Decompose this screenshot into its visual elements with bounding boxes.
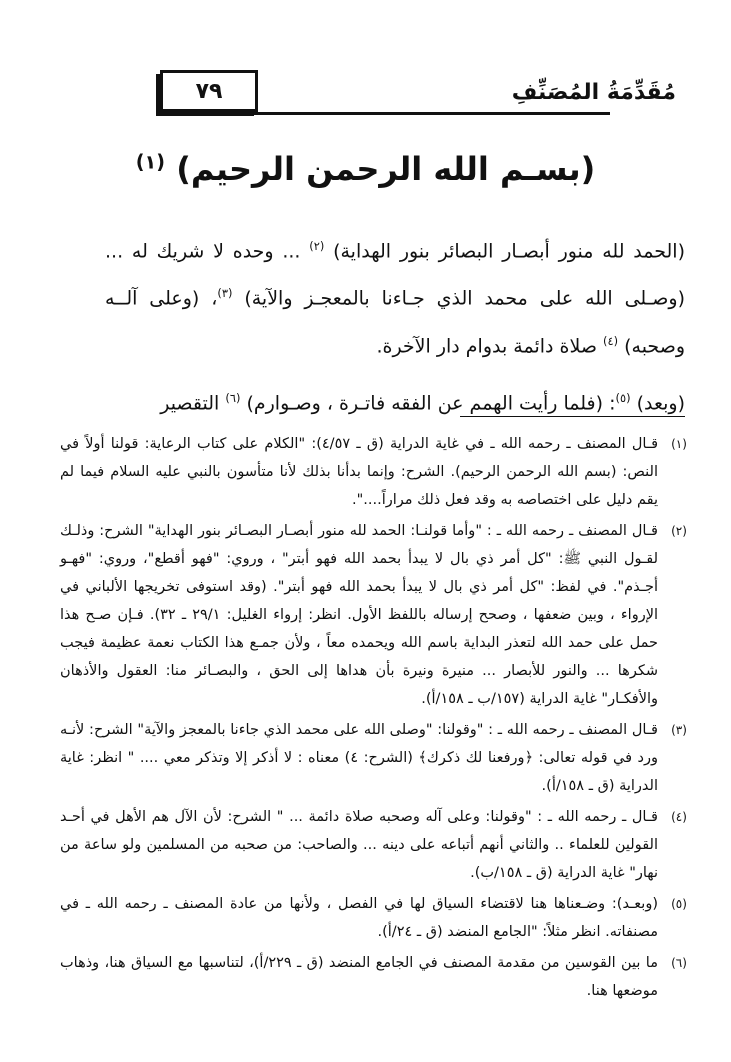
footnote-ref-4: (٤) — [603, 333, 619, 348]
footnote-ref-3: (٣) — [217, 286, 233, 301]
footnote-ref-5: (٥) — [615, 390, 631, 405]
footnotes — [60, 430, 700, 1008]
basmala-heading — [0, 150, 731, 188]
paragraph-1 — [105, 225, 685, 367]
footnote — [60, 716, 700, 800]
p2-segment-3: التقصير — [160, 392, 220, 415]
footnote-number: (٣) — [671, 723, 687, 737]
footnote-text: (وبعـد): وضـعناها هنا لاقتضاء السياق لها في الفصل ، ولأنها من عادة المصنف ـ رحمه الله ـ في مصنفاته. انظر مثلاً: "الجامع المنضد (ق ـ ٢٤/أ). — [60, 896, 658, 940]
footnote-number: (٢) — [671, 524, 687, 538]
paragraph-2 — [105, 377, 685, 424]
basmala-text: (بسـم الله الرحمن الرحيم) — [176, 150, 596, 188]
main-text — [105, 225, 685, 424]
footnote-text: قـال ـ رحمه الله ـ : "وقولنا: وعلى آله وصحبه صلاة دائمة ... " الشرح: لأن الآل هم الأهل في أحـد القولين للعلماء .. والثاني أنهم أتباعه على دينه ... والصاحب: من صحبه من المسلمين ولو ساعة من نهار" غاية الدراية (ق ـ ١٥٨/ب). — [60, 809, 658, 881]
header-rule — [160, 112, 610, 115]
p2-segment-1: (وبعد) — [636, 392, 685, 415]
footnote-number: (٥) — [671, 897, 687, 911]
footnote-divider — [460, 416, 685, 417]
footnote-number: (٦) — [671, 956, 687, 970]
footnote-text: قـال المصنف ـ رحمه الله ـ : "وأما قولنـا: الحمد لله منور أبصـار البصـائر بنور الهداية" الشرح: وذلـك لقـول النبي ﷺ: "كل أمر ذي بال لا يبدأ بحمد الله فهو أبتر" ، وروي: "فهو أقطع"، وروي: "فهـو أجـذم". في لفظ: "كل أمر ذي بال لا يبدأ بحمد الله فهو أبتر". (وقد استوفى تخريجها الألباني في الإرواء ، وبين ضعفها ، وصحح إرساله باللفظ الأول. انظر: إرواء الغليل: ٢٩/١ ـ ٣٢). فـإن صـح هذا حمل على حمد الله لتعذر البداية باسم الله ويحمده معاً ، ولأن جمـع هذا الكتاب نعمة عظيمة فيجب شكرها ... والنور للأبصار ... منيرة ونيرة بأن هداها إلى الحق ، والبصـائر منا: العقول والأذهان والأفكـار" غاية الدراية (١٥٧/ب ـ ١٥٨/أ). — [60, 523, 659, 707]
footnote — [60, 803, 700, 887]
p1-segment-4: صلاة دائمة بدوام دار الآخرة. — [376, 334, 597, 357]
footnote-text: قـال المصنف ـ رحمه الله ـ : "وقولنا: "وصلى الله على محمد الذي جاءنا بالمعجز والآية" الشرح: لأنـه ورد في قوله تعالى: ﴿ورفعنا لك ذكرك﴾ (الشرح: ٤) معناه : لا أذكر إلا وتذكر معي .... " انظر: غاية الدراية (ق ـ ١٥٨/أ). — [60, 722, 658, 794]
page-header — [0, 0, 731, 130]
p2-segment-2: : (فلما رأيت الهمم عن الفقه فاتـرة ، وصـوارم) — [246, 392, 616, 415]
p1-segment-2: ... وحده لا شريك له ... (وصـلى الله على محمد الذي جـاءنا بالمعجـز والآية) — [105, 240, 685, 310]
footnote — [60, 949, 700, 1005]
footnote-text: ما بين القوسين من مقدمة المصنف في الجامع المنضد (ق ـ ٢٢٩/أ)، لتناسبها مع السياق هنا، وذهاب موضعها هنا. — [60, 955, 658, 999]
footnote-ref-1: (١) — [135, 150, 166, 174]
footnote-number: (٤) — [671, 810, 687, 824]
footnote-ref-2: (٢) — [309, 239, 325, 253]
p1-segment-1: (الحمد لله منور أبصـار البصائر بنور الهداية) — [333, 240, 685, 263]
footnote-number: (١) — [671, 437, 687, 451]
footnote — [60, 517, 700, 713]
p1-segment-3: ، (وعلى آلــه وصحبه) — [105, 287, 685, 357]
footnote-ref-6: (٦) — [225, 390, 241, 405]
footnote — [60, 430, 700, 514]
footnote-text: قـال المصنف ـ رحمه الله ـ في غاية الدراية (ق ـ ٤/٥٧): "الكلام على كتاب الرعاية: قولنا أولاً في النص: (بسم الله الرحمن الرحيم). الشرح: وإنما بدأنا بذلك لأنا متأسون بالنبي عليه السلام فيما لم يقم دليل على اختصاصه به وقد فعل ذلك مراراً....". — [60, 436, 658, 508]
page-number: ٧٩ — [195, 78, 223, 104]
running-title: مُقَدِّمَةُ المُصَنِّفِ — [511, 80, 676, 105]
footnote — [60, 890, 700, 946]
page-number-box — [160, 70, 258, 112]
